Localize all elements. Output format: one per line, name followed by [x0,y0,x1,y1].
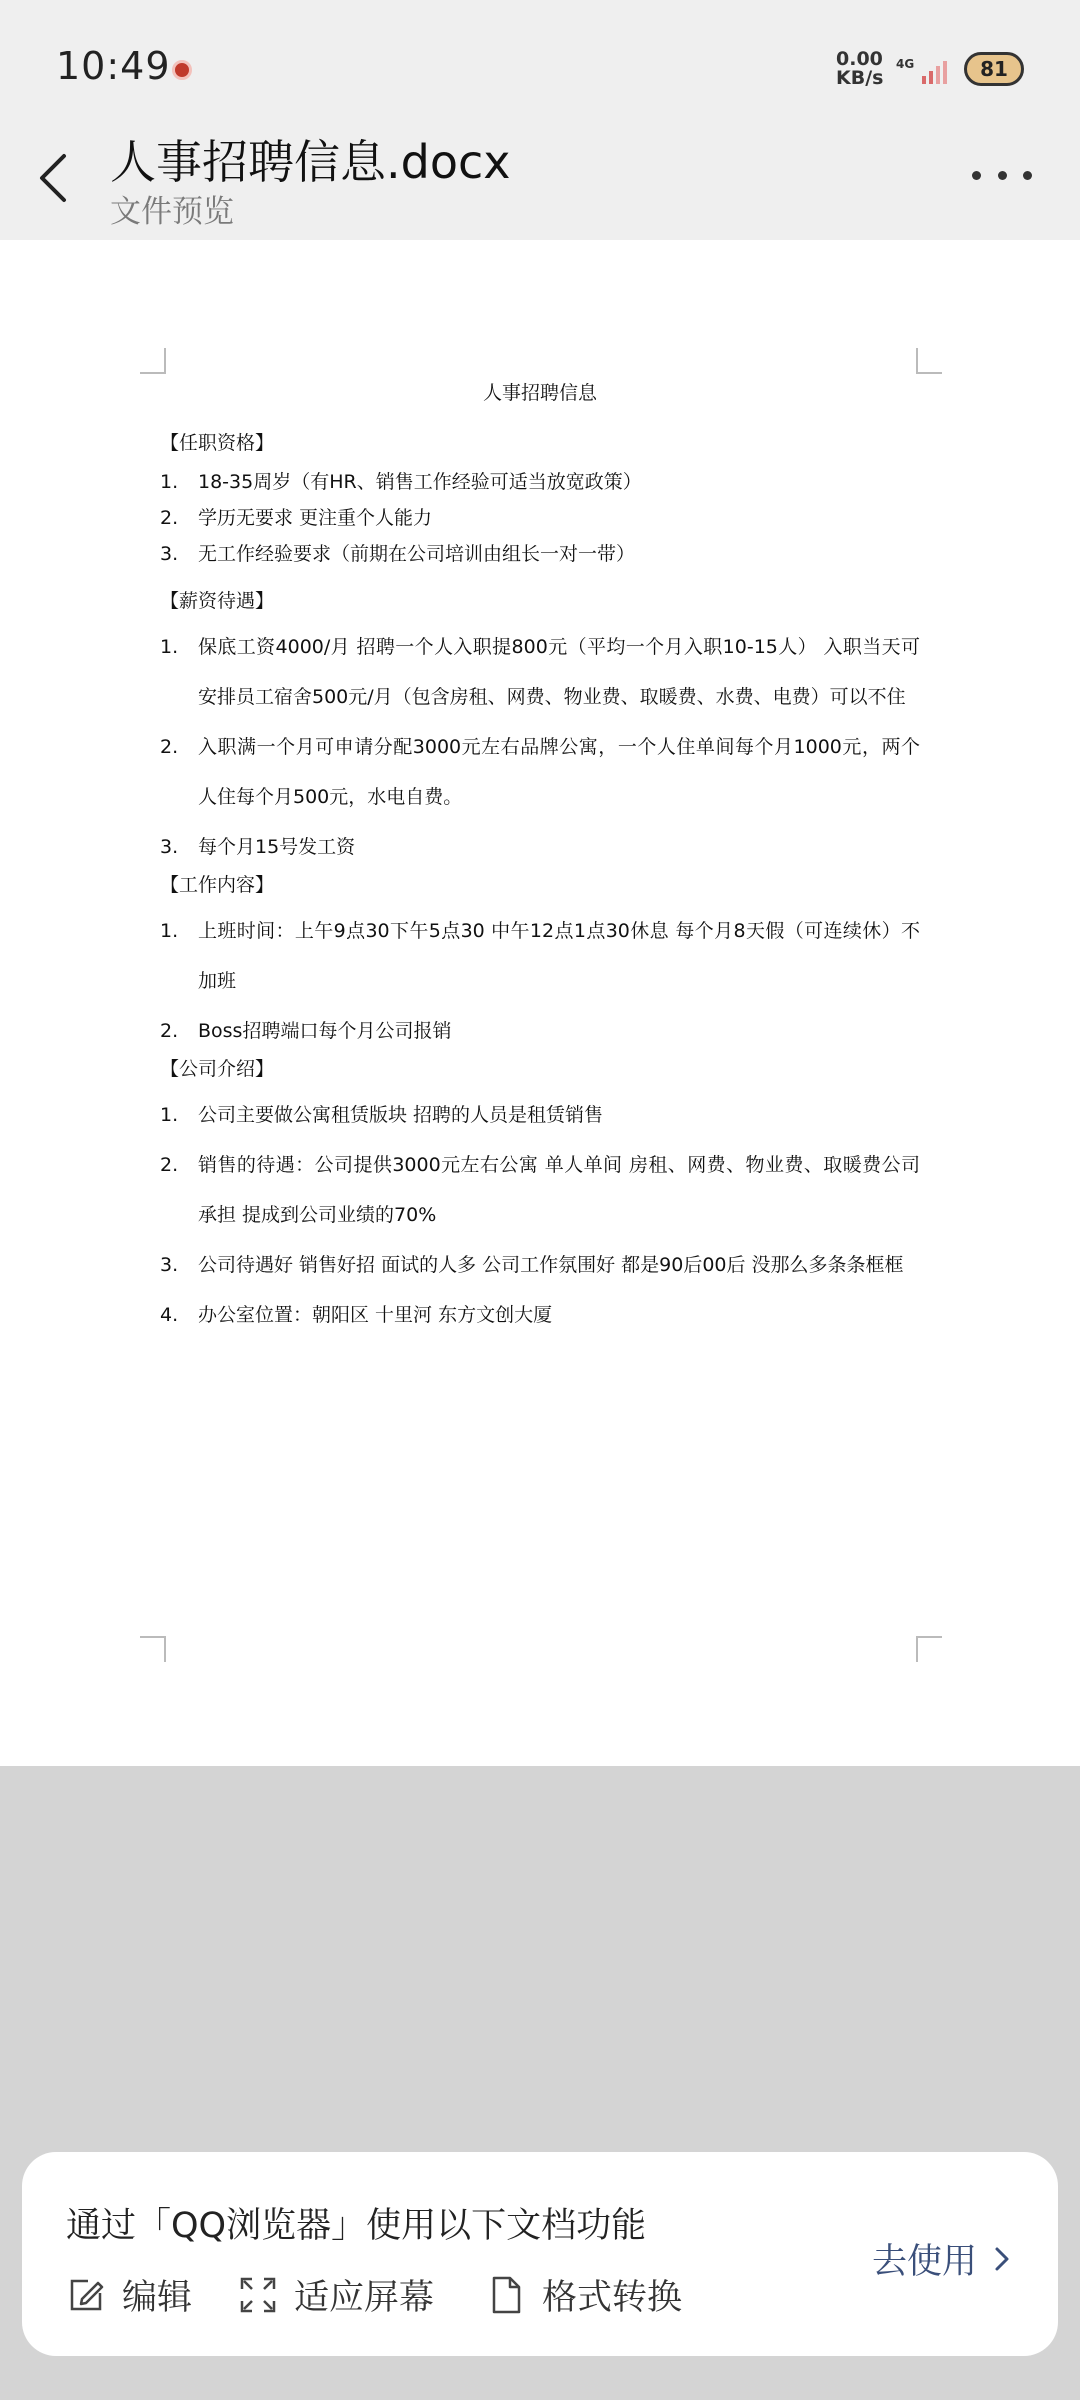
document-icon [486,2275,526,2315]
app-header [0,0,1080,240]
list-item: 1. 18-35周岁（有HR、销售工作经验可适当放宽政策） [160,471,642,493]
list-item: 3. 无工作经验要求（前期在公司培训由组长一对一带） [160,543,636,565]
more-dot-icon [1023,171,1032,180]
use-now-button[interactable] [872,2234,1017,2284]
format-convert-feature-button[interactable] [486,2270,682,2320]
section-title: 【任职资格】 [160,432,275,454]
more-dot-icon [972,171,981,180]
list-item: 3. 公司待遇好 销售好招 面试的人多 公司工作氛围好 都是90后00后 没那么多条条框框 [160,1254,904,1276]
crop-mark [140,348,166,374]
list-item: 4. 办公室位置：朝阳区 十里河 东方文创大厦 [160,1304,553,1326]
document-content [160,380,920,1340]
qq-browser-banner [22,2152,1058,2356]
battery-icon: 81 [964,52,1024,86]
status-time: 10:49 [56,44,171,88]
fit-screen-icon [238,2275,278,2315]
list-item: 2. 销售的待遇：公司提供3000元左右公寓 单人单间 房租、网费、物业费、取暖费公司承担 提成到公司业绩的70% [160,1154,920,1226]
network-type: 4G [896,57,915,71]
crop-mark [916,1636,942,1662]
section-title: 【公司介绍】 [160,1058,275,1080]
list-item: 1. 公司主要做公寓租赁版块 招聘的人员是租赁销售 [160,1104,604,1126]
list-item: 1. 保底工资4000/月 招聘一个人入职提800元（平均一个月入职10-15人） 入职当天可安排员工宿舍500元/月（包含房租、网费、物业费、取暖费、水费、电费）可以不住 [160,636,920,708]
list-item: 2. 学历无要求 更注重个人能力 [160,507,433,529]
signal-icon [896,56,950,86]
back-button[interactable] [30,140,90,210]
network-speed-value: 0.00 [836,48,883,70]
more-dot-icon [998,171,1007,180]
crop-mark [140,1636,166,1662]
edit-icon [66,2275,106,2315]
chevron-right-icon [987,2244,1017,2274]
chevron-left-icon [30,140,90,210]
section-title: 【工作内容】 [160,874,275,896]
document-heading: 人事招聘信息 [482,382,597,404]
more-options-button[interactable] [972,160,1032,190]
document-page[interactable] [0,240,1080,1766]
edit-feature-button[interactable] [66,2270,192,2320]
fit-screen-feature-button[interactable] [238,2270,434,2320]
list-item: 2. Boss招聘端口每个月公司报销 [160,1020,452,1042]
edit-feature-label: 编辑 [122,2278,193,2318]
section-title: 【薪资待遇】 [160,590,275,612]
list-item: 3. 每个月15号发工资 [160,836,356,858]
list-item: 2. 入职满一个月可申请分配3000元左右品牌公寓，一个人住单间每个月1000元，两个人住每个月500元，水电自费。 [160,736,920,808]
notification-icon [172,60,192,80]
page-subtitle: 文件预览 [110,194,234,230]
network-speed-unit: KB/s [836,67,884,89]
page-title: 人事招聘信息.docx [110,135,511,189]
banner-title: 通过「QQ浏览器」使用以下文档功能 [66,2206,647,2246]
network-speed [836,50,883,88]
fit-screen-feature-label: 适应屏幕 [294,2278,435,2318]
list-item: 1. 上班时间：上午9点30下午5点30 中午12点1点30休息 每个月8天假（可连续休）不加班 [160,920,920,992]
crop-mark [916,348,942,374]
use-now-label: 去使用 [872,2242,978,2282]
format-convert-feature-label: 格式转换 [542,2278,683,2318]
